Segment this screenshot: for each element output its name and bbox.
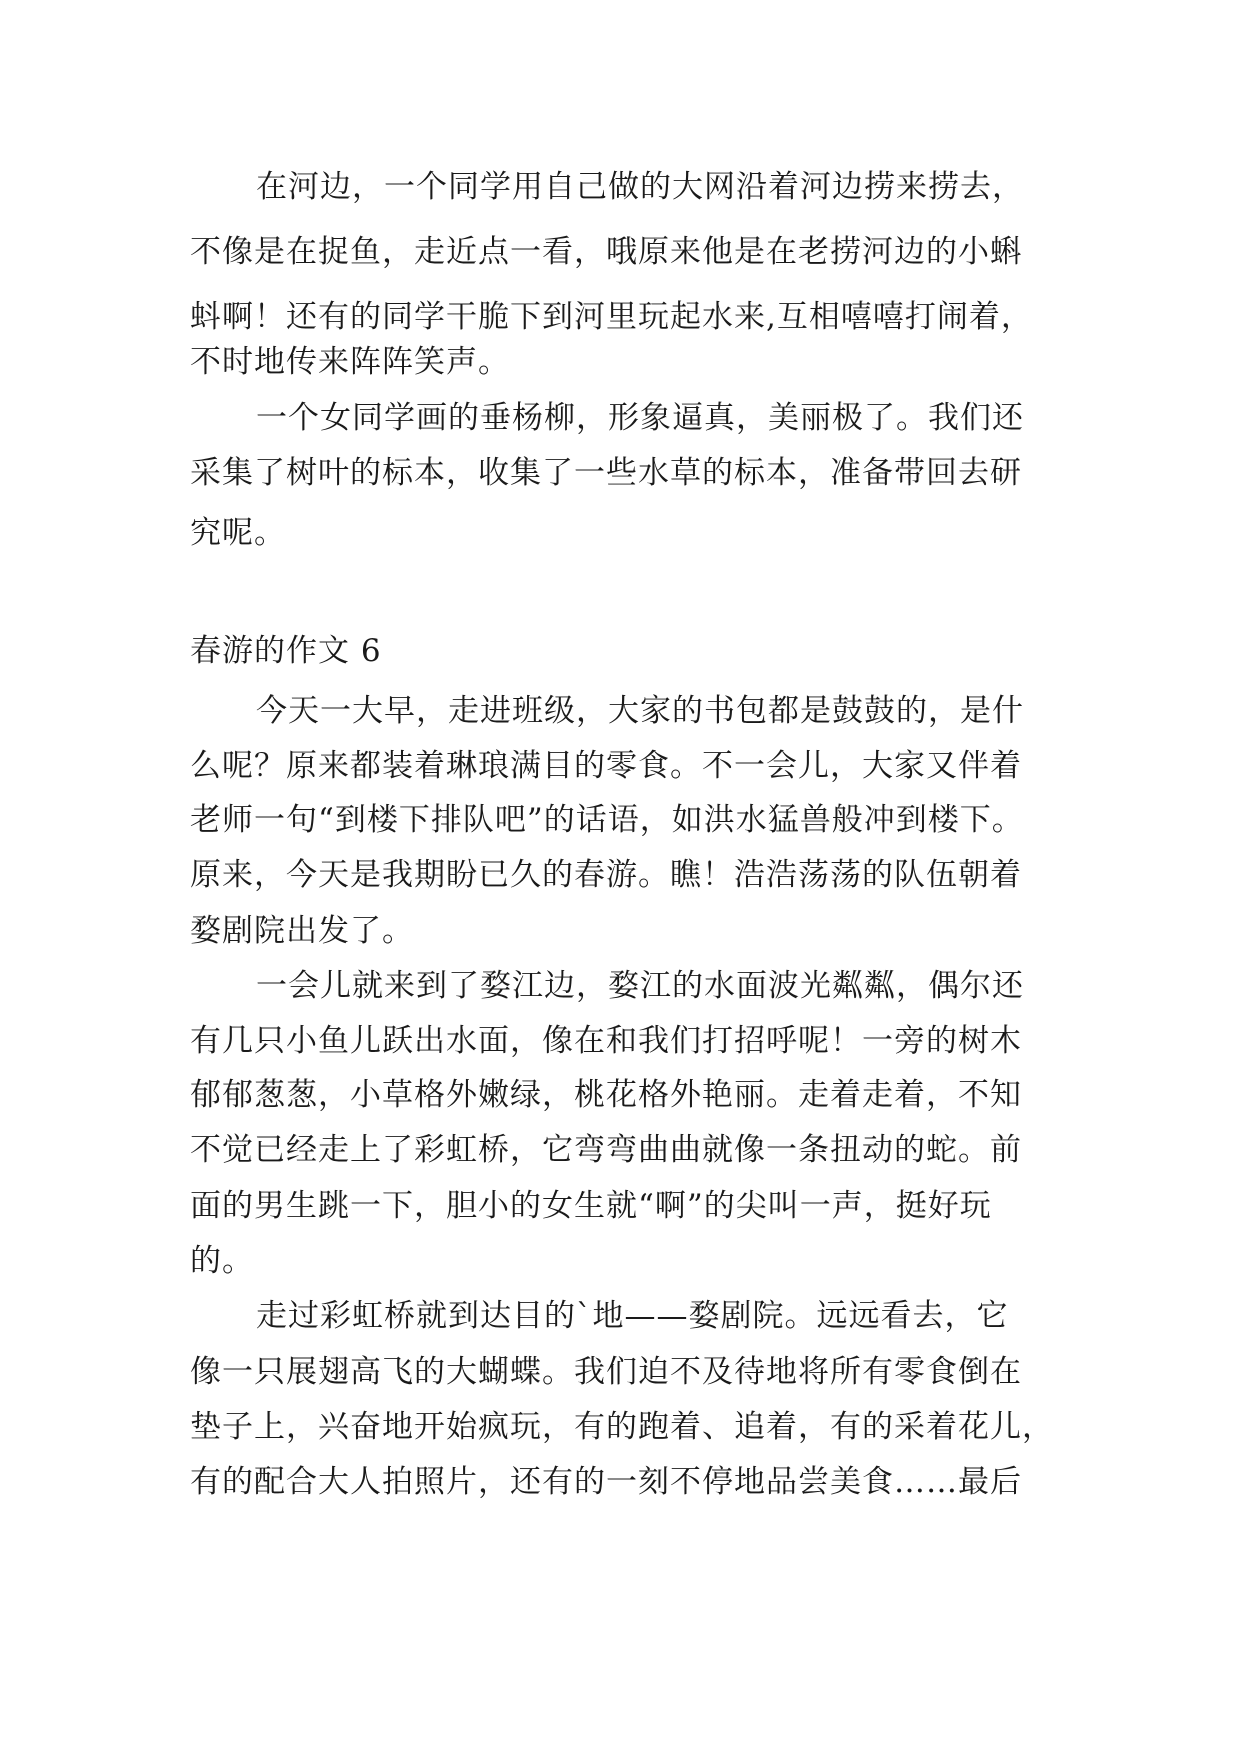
paragraph-line: 究呢。	[190, 515, 286, 551]
paragraph-line: 蚪啊！还有的同学干脆下到河里玩起水来,互相嘻嘻打闹着，	[190, 299, 1033, 335]
paragraph-line: 不时地传来阵阵笑声。	[190, 344, 510, 380]
paragraph-line: 走过彩虹桥就到达目的`地——婺剧院。远远看去，它	[256, 1298, 1009, 1334]
paragraph-line: 的。	[190, 1243, 254, 1279]
paragraph-line: 垫子上，兴奋地开始疯玩，有的跑着、追着，有的采着花儿，	[190, 1409, 1054, 1445]
paragraph-line: 老师一句“到楼下排队吧”的话语，如洪水猛兽般冲到楼下。	[190, 802, 1024, 838]
paragraph-line: 郁郁葱葱，小草格外嫩绿，桃花格外艳丽。走着走着，不知	[190, 1077, 1022, 1113]
paragraph-line: 面的男生跳一下，胆小的女生就“啊”的尖叫一声，挺好玩	[190, 1188, 992, 1224]
paragraph-line: 有的配合大人拍照片，还有的一刻不停地品尝美食……最后	[190, 1464, 1022, 1500]
section-heading: 春游的作文 6	[190, 633, 382, 669]
paragraph-line: 不像是在捉鱼，走近点一看，哦原来他是在老捞河边的小蝌	[190, 234, 1022, 270]
paragraph-line: 在河边，一个同学用自己做的大网沿着河边捞来捞去，	[256, 169, 1024, 205]
paragraph-line: 婺剧院出发了。	[190, 913, 414, 949]
paragraph-line: 像一只展翅高飞的大蝴蝶。我们迫不及待地将所有零食倒在	[190, 1354, 1022, 1390]
paragraph-line: 一会儿就来到了婺江边，婺江的水面波光粼粼，偶尔还	[256, 968, 1024, 1004]
paragraph-line: 不觉已经走上了彩虹桥，它弯弯曲曲就像一条扭动的蛇。前	[190, 1132, 1022, 1168]
paragraph-line: 有几只小鱼儿跃出水面，像在和我们打招呼呢！一旁的树木	[190, 1023, 1022, 1059]
paragraph-line: 么呢？原来都装着琳琅满目的零食。不一会儿，大家又伴着	[190, 748, 1022, 784]
paragraph-line: 采集了树叶的标本，收集了一些水草的标本，准备带回去研	[190, 455, 1022, 491]
paragraph-line: 原来，今天是我期盼已久的春游。瞧！浩浩荡荡的队伍朝着	[190, 857, 1022, 893]
paragraph-line: 今天一大早，走进班级，大家的书包都是鼓鼓的，是什	[256, 693, 1024, 729]
paragraph-line: 一个女同学画的垂杨柳，形象逼真，美丽极了。我们还	[256, 400, 1024, 436]
